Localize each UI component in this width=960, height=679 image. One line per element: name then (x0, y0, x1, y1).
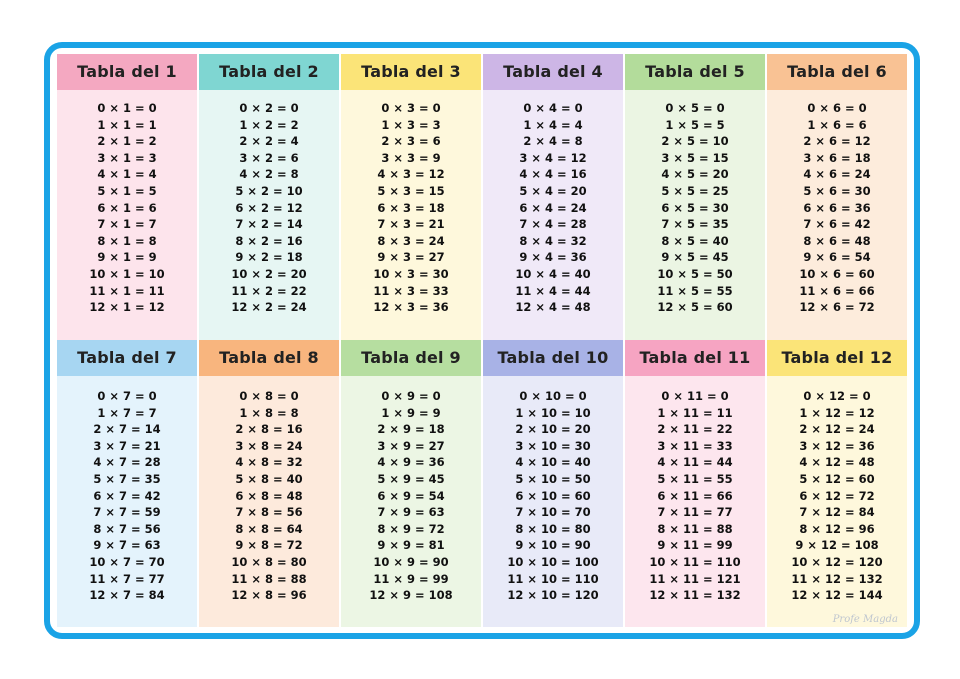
multiplication-table-1 (56, 54, 198, 340)
multiplication-fact: 5 × 12 = 60 (799, 471, 875, 486)
multiplication-fact: 0 × 3 = 0 (381, 101, 441, 115)
multiplication-fact: 7 × 2 = 14 (235, 217, 303, 232)
multiplication-fact: 0 × 12 = 0 (803, 389, 871, 403)
multiplication-fact: 7 × 1 = 7 (97, 217, 157, 232)
multiplication-fact: 12 × 12 = 144 (791, 588, 883, 603)
multiplication-fact: 5 × 10 = 50 (515, 471, 591, 486)
table-title: Tabla del 11 (625, 340, 765, 376)
multiplication-fact: 4 × 1 = 4 (97, 167, 157, 182)
multiplication-fact: 8 × 10 = 80 (515, 521, 591, 536)
table-title: Tabla del 7 (57, 340, 197, 376)
multiplication-fact: 7 × 9 = 63 (377, 505, 445, 520)
multiplication-fact: 8 × 6 = 48 (803, 233, 871, 248)
multiplication-fact: 9 × 10 = 90 (515, 538, 591, 553)
multiplication-fact: 7 × 5 = 35 (661, 217, 729, 232)
multiplication-fact: 4 × 9 = 36 (377, 455, 445, 470)
multiplication-fact: 1 × 2 = 2 (239, 117, 299, 132)
multiplication-fact: 3 × 12 = 36 (799, 438, 875, 453)
multiplication-fact: 1 × 3 = 3 (381, 117, 441, 132)
multiplication-fact: 3 × 6 = 18 (803, 150, 871, 165)
table-body (625, 376, 765, 627)
multiplication-fact: 5 × 11 = 55 (657, 471, 733, 486)
multiplication-fact: 5 × 4 = 20 (519, 183, 587, 198)
multiplication-fact: 0 × 8 = 0 (239, 389, 299, 403)
table-title: Tabla del 12 (767, 340, 907, 376)
multiplication-fact: 5 × 3 = 15 (377, 183, 445, 198)
multiplication-fact: 7 × 3 = 21 (377, 217, 445, 232)
multiplication-fact: 4 × 5 = 20 (661, 167, 729, 182)
author-watermark: Profe Magda (832, 614, 898, 625)
multiplication-fact: 3 × 10 = 30 (515, 438, 591, 453)
multiplication-fact: 9 × 6 = 54 (803, 250, 871, 265)
multiplication-fact: 1 × 1 = 1 (97, 117, 157, 132)
multiplication-fact: 11 × 5 = 55 (657, 283, 733, 298)
multiplication-fact: 2 × 9 = 18 (377, 422, 445, 437)
multiplication-fact: 2 × 6 = 12 (803, 134, 871, 149)
multiplication-fact: 8 × 2 = 16 (235, 233, 303, 248)
multiplication-fact: 2 × 2 = 4 (239, 134, 299, 149)
multiplication-fact: 0 × 10 = 0 (519, 389, 587, 403)
multiplication-table-10 (482, 340, 624, 627)
multiplication-table-8 (198, 340, 340, 627)
multiplication-fact: 5 × 1 = 5 (97, 183, 157, 198)
multiplication-fact: 6 × 4 = 24 (519, 200, 587, 215)
multiplication-fact: 9 × 12 = 108 (795, 538, 879, 553)
multiplication-fact: 0 × 11 = 0 (661, 389, 729, 403)
table-body (57, 90, 197, 340)
multiplication-table-4 (482, 54, 624, 340)
multiplication-fact: 5 × 5 = 25 (661, 183, 729, 198)
multiplication-fact: 9 × 4 = 36 (519, 250, 587, 265)
multiplication-fact: 3 × 2 = 6 (239, 150, 299, 165)
multiplication-fact: 11 × 8 = 88 (231, 571, 307, 586)
multiplication-fact: 3 × 5 = 15 (661, 150, 729, 165)
multiplication-fact: 11 × 7 = 77 (89, 571, 165, 586)
multiplication-fact: 8 × 9 = 72 (377, 521, 445, 536)
multiplication-fact: 3 × 7 = 21 (93, 438, 161, 453)
multiplication-fact: 8 × 11 = 88 (657, 521, 733, 536)
multiplication-fact: 1 × 6 = 6 (807, 117, 867, 132)
multiplication-fact: 1 × 8 = 8 (239, 405, 299, 420)
multiplication-fact: 6 × 3 = 18 (377, 200, 445, 215)
multiplication-fact: 0 × 2 = 0 (239, 101, 299, 115)
multiplication-fact: 11 × 2 = 22 (231, 283, 307, 298)
multiplication-fact: 0 × 4 = 0 (523, 101, 583, 115)
multiplication-fact: 7 × 4 = 28 (519, 217, 587, 232)
table-title: Tabla del 1 (57, 54, 197, 90)
multiplication-fact: 4 × 6 = 24 (803, 167, 871, 182)
multiplication-fact: 10 × 7 = 70 (89, 554, 165, 569)
multiplication-fact: 7 × 7 = 59 (93, 505, 161, 520)
multiplication-fact: 6 × 5 = 30 (661, 200, 729, 215)
multiplication-fact: 9 × 7 = 63 (93, 538, 161, 553)
multiplication-fact: 8 × 3 = 24 (377, 233, 445, 248)
multiplication-fact: 3 × 8 = 24 (235, 438, 303, 453)
table-title: Tabla del 6 (767, 54, 907, 90)
table-body (199, 90, 339, 340)
table-body (483, 376, 623, 627)
multiplication-fact: 6 × 10 = 60 (515, 488, 591, 503)
multiplication-fact: 1 × 11 = 11 (657, 405, 733, 420)
multiplication-fact: 0 × 1 = 0 (97, 101, 157, 115)
multiplication-fact: 5 × 8 = 40 (235, 471, 303, 486)
multiplication-fact: 8 × 1 = 8 (97, 233, 157, 248)
multiplication-fact: 2 × 5 = 10 (661, 134, 729, 149)
multiplication-fact: 2 × 7 = 14 (93, 422, 161, 437)
multiplication-fact: 3 × 1 = 3 (97, 150, 157, 165)
multiplication-table-7 (56, 340, 198, 627)
multiplication-fact: 11 × 1 = 11 (89, 283, 165, 298)
table-title: Tabla del 5 (625, 54, 765, 90)
multiplication-fact: 10 × 11 = 110 (649, 554, 741, 569)
multiplication-fact: 10 × 8 = 80 (231, 554, 307, 569)
multiplication-fact: 2 × 4 = 8 (523, 134, 583, 149)
multiplication-fact: 8 × 4 = 32 (519, 233, 587, 248)
multiplication-tables-board (44, 42, 920, 639)
table-title: Tabla del 10 (483, 340, 623, 376)
multiplication-fact: 6 × 9 = 54 (377, 488, 445, 503)
multiplication-fact: 9 × 11 = 99 (657, 538, 733, 553)
multiplication-fact: 1 × 12 = 12 (799, 405, 875, 420)
tables-grid (56, 54, 908, 627)
multiplication-fact: 11 × 6 = 66 (799, 283, 875, 298)
multiplication-fact: 4 × 2 = 8 (239, 167, 299, 182)
multiplication-fact: 6 × 2 = 12 (235, 200, 303, 215)
multiplication-fact: 12 × 11 = 132 (649, 588, 741, 603)
multiplication-fact: 10 × 4 = 40 (515, 266, 591, 281)
multiplication-fact: 0 × 9 = 0 (381, 389, 441, 403)
multiplication-fact: 7 × 12 = 84 (799, 505, 875, 520)
multiplication-fact: 1 × 4 = 4 (523, 117, 583, 132)
multiplication-fact: 5 × 7 = 35 (93, 471, 161, 486)
multiplication-fact: 9 × 2 = 18 (235, 250, 303, 265)
multiplication-fact: 7 × 11 = 77 (657, 505, 733, 520)
multiplication-fact: 12 × 8 = 96 (231, 588, 307, 603)
multiplication-fact: 8 × 8 = 64 (235, 521, 303, 536)
table-title: Tabla del 9 (341, 340, 481, 376)
multiplication-fact: 2 × 8 = 16 (235, 422, 303, 437)
table-title: Tabla del 3 (341, 54, 481, 90)
multiplication-fact: 6 × 8 = 48 (235, 488, 303, 503)
multiplication-fact: 9 × 3 = 27 (377, 250, 445, 265)
multiplication-fact: 12 × 6 = 72 (799, 300, 875, 315)
multiplication-fact: 4 × 10 = 40 (515, 455, 591, 470)
multiplication-fact: 8 × 12 = 96 (799, 521, 875, 536)
multiplication-fact: 10 × 1 = 10 (89, 266, 165, 281)
multiplication-fact: 12 × 7 = 84 (89, 588, 165, 603)
multiplication-fact: 6 × 11 = 66 (657, 488, 733, 503)
multiplication-fact: 12 × 5 = 60 (657, 300, 733, 315)
multiplication-fact: 1 × 10 = 10 (515, 405, 591, 420)
multiplication-fact: 3 × 9 = 27 (377, 438, 445, 453)
multiplication-fact: 5 × 6 = 30 (803, 183, 871, 198)
multiplication-fact: 10 × 3 = 30 (373, 266, 449, 281)
multiplication-fact: 11 × 11 = 121 (649, 571, 741, 586)
multiplication-fact: 10 × 10 = 100 (507, 554, 599, 569)
multiplication-fact: 8 × 7 = 56 (93, 521, 161, 536)
table-title: Tabla del 4 (483, 54, 623, 90)
multiplication-table-3 (340, 54, 482, 340)
multiplication-table-11 (624, 340, 766, 627)
multiplication-fact: 5 × 2 = 10 (235, 183, 303, 198)
multiplication-fact: 1 × 9 = 9 (381, 405, 441, 420)
multiplication-fact: 4 × 12 = 48 (799, 455, 875, 470)
multiplication-fact: 9 × 1 = 9 (97, 250, 157, 265)
multiplication-fact: 9 × 8 = 72 (235, 538, 303, 553)
multiplication-fact: 2 × 1 = 2 (97, 134, 157, 149)
multiplication-fact: 0 × 5 = 0 (665, 101, 725, 115)
multiplication-fact: 11 × 3 = 33 (373, 283, 449, 298)
table-body (625, 90, 765, 340)
multiplication-fact: 12 × 4 = 48 (515, 300, 591, 315)
table-body (341, 90, 481, 340)
multiplication-fact: 11 × 4 = 44 (515, 283, 591, 298)
multiplication-fact: 2 × 10 = 20 (515, 422, 591, 437)
multiplication-fact: 3 × 11 = 33 (657, 438, 733, 453)
multiplication-table-2 (198, 54, 340, 340)
multiplication-fact: 6 × 7 = 42 (93, 488, 161, 503)
multiplication-fact: 0 × 6 = 0 (807, 101, 867, 115)
table-title: Tabla del 8 (199, 340, 339, 376)
table-body (199, 376, 339, 627)
table-body (767, 376, 907, 627)
multiplication-fact: 6 × 6 = 36 (803, 200, 871, 215)
multiplication-fact: 3 × 4 = 12 (519, 150, 587, 165)
table-body (57, 376, 197, 627)
multiplication-fact: 9 × 9 = 81 (377, 538, 445, 553)
multiplication-table-6 (766, 54, 908, 340)
multiplication-fact: 12 × 9 = 108 (369, 588, 453, 603)
multiplication-fact: 4 × 11 = 44 (657, 455, 733, 470)
multiplication-fact: 10 × 12 = 120 (791, 554, 883, 569)
multiplication-fact: 11 × 12 = 132 (791, 571, 883, 586)
multiplication-fact: 7 × 10 = 70 (515, 505, 591, 520)
multiplication-fact: 2 × 12 = 24 (799, 422, 875, 437)
multiplication-fact: 6 × 1 = 6 (97, 200, 157, 215)
table-body (341, 376, 481, 627)
multiplication-fact: 11 × 9 = 99 (373, 571, 449, 586)
multiplication-fact: 12 × 10 = 120 (507, 588, 599, 603)
multiplication-fact: 0 × 7 = 0 (97, 389, 157, 403)
multiplication-fact: 2 × 3 = 6 (381, 134, 441, 149)
multiplication-fact: 1 × 5 = 5 (665, 117, 725, 132)
multiplication-fact: 11 × 10 = 110 (507, 571, 599, 586)
table-title: Tabla del 2 (199, 54, 339, 90)
multiplication-fact: 4 × 3 = 12 (377, 167, 445, 182)
multiplication-fact: 1 × 7 = 7 (97, 405, 157, 420)
multiplication-fact: 7 × 6 = 42 (803, 217, 871, 232)
multiplication-fact: 4 × 4 = 16 (519, 167, 587, 182)
multiplication-fact: 10 × 5 = 50 (657, 266, 733, 281)
multiplication-fact: 5 × 9 = 45 (377, 471, 445, 486)
multiplication-fact: 2 × 11 = 22 (657, 422, 733, 437)
table-body (483, 90, 623, 340)
multiplication-table-12 (766, 340, 908, 627)
multiplication-fact: 4 × 7 = 28 (93, 455, 161, 470)
multiplication-table-5 (624, 54, 766, 340)
multiplication-fact: 10 × 2 = 20 (231, 266, 307, 281)
multiplication-fact: 6 × 12 = 72 (799, 488, 875, 503)
multiplication-fact: 12 × 2 = 24 (231, 300, 307, 315)
multiplication-fact: 4 × 8 = 32 (235, 455, 303, 470)
table-body (767, 90, 907, 340)
multiplication-fact: 12 × 3 = 36 (373, 300, 449, 315)
multiplication-fact: 12 × 1 = 12 (89, 300, 165, 315)
multiplication-fact: 10 × 9 = 90 (373, 554, 449, 569)
multiplication-fact: 7 × 8 = 56 (235, 505, 303, 520)
multiplication-fact: 10 × 6 = 60 (799, 266, 875, 281)
multiplication-fact: 8 × 5 = 40 (661, 233, 729, 248)
multiplication-fact: 9 × 5 = 45 (661, 250, 729, 265)
multiplication-table-9 (340, 340, 482, 627)
multiplication-fact: 3 × 3 = 9 (381, 150, 441, 165)
